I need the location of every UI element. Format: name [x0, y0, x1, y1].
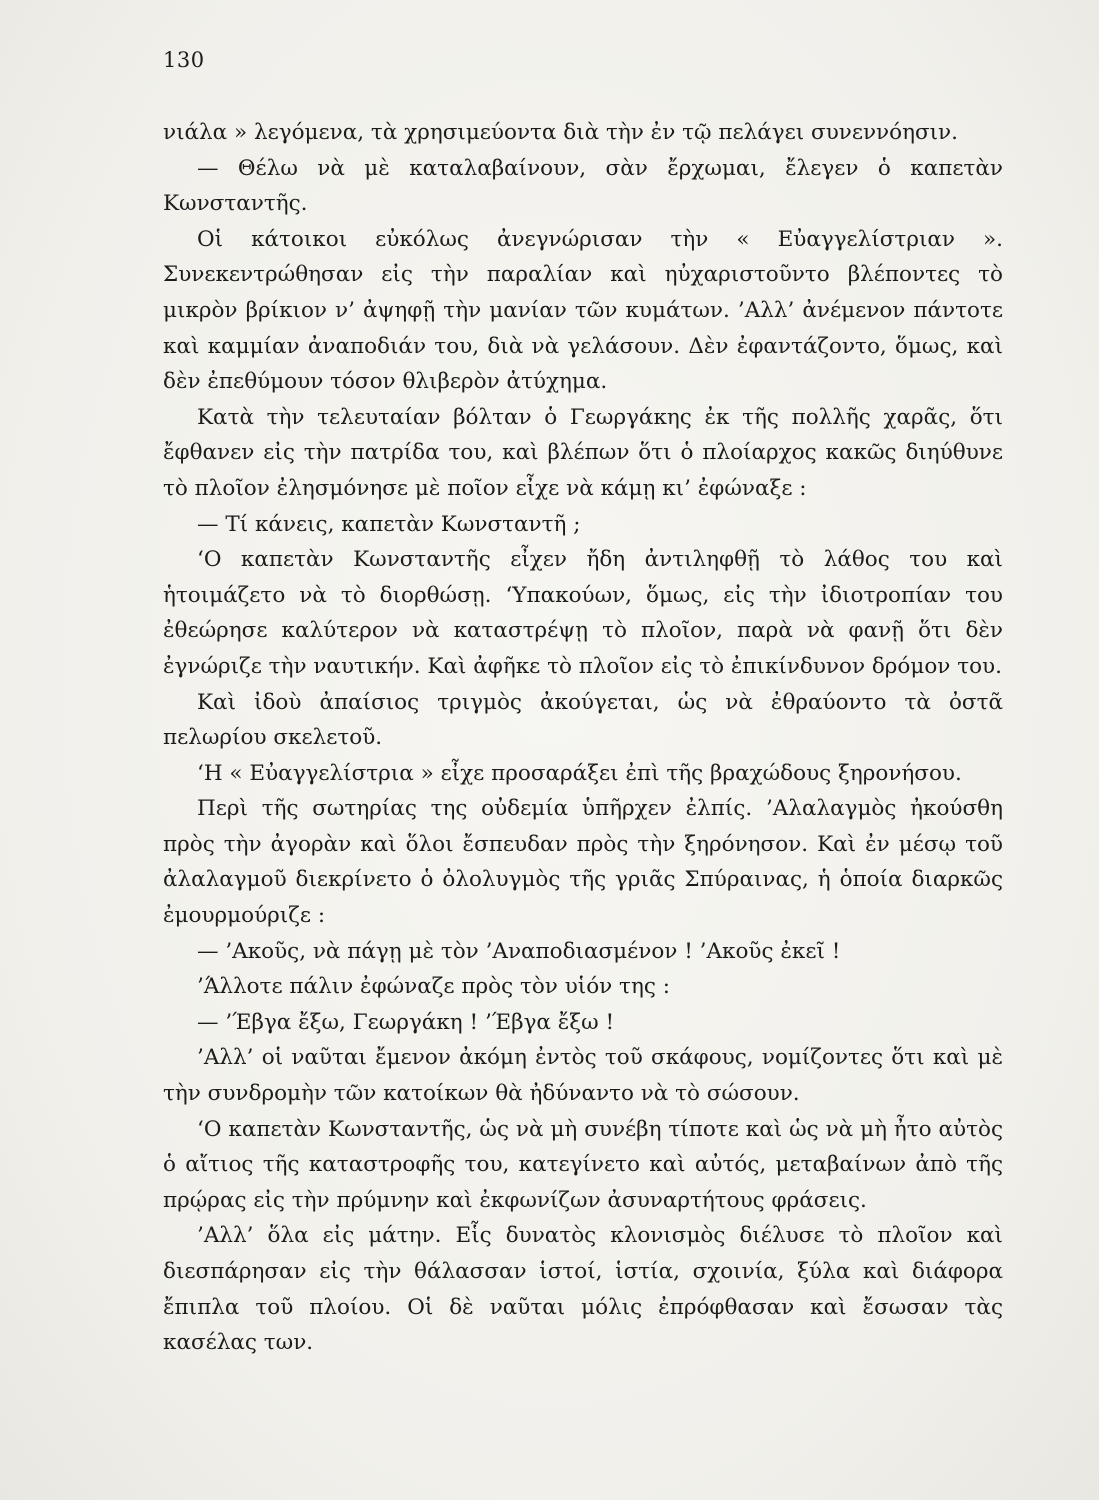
paragraph: ‘Ο καπετὰν Κωνσταντῆς εἶχεν ἤδη ἀντιληφθῇ τὸ λάθος του καὶ ἡτοιμάζετο νὰ τὸ διορθώσῃ. ‘Υπακούων, ὅμως, εἰς τὴν ἰδιοτροπίαν του ἐθεώρησε καλύτερον νὰ καταστρέψῃ τὸ πλοῖον, παρὰ νὰ φανῇ ὅτι δὲν ἐγνώριζε τὴν ναυτικήν. Καὶ ἀφῆκε τὸ πλοῖον εἰς τὸ ἐπικίνδυνον δρόμον του.: [163, 547, 1003, 679]
body-text: [163, 115, 1003, 1361]
paragraph: Περὶ τῆς σωτηρίας της οὐδεμία ὑπῆρχεν ἐλπίς. ’Αλαλαγμὸς ἠκούσθη πρὸς τὴν ἀγορὰν καὶ ὅλοι ἔσπευδαν πρὸς τὴν ξηρόνησον. Καὶ ἐν μέσῳ τοῦ ἀλαλαγμοῦ διεκρίνετο ὁ ὀλολυγμὸς τῆς γριᾶς Σπύραινας, ἡ ὁποία διαρκῶς ἐμουρμούριζε :: [163, 796, 1003, 929]
dialogue-paragraph: — ’Ακοῦς, νὰ πάγῃ μὲ τὸν ’Αναποδιασμένον ! ’Ακοῦς ἐκεῖ !: [197, 938, 841, 964]
paragraph: Κατὰ τὴν τελευταίαν βόλταν ὁ Γεωργάκης ἐκ τῆς πολλῆς χαρᾶς, ὅτι ἔφθανεν εἰς τὴν πατρίδα του, καὶ βλέπων ὅτι ὁ πλοίαρχος κακῶς διηύθυνε τὸ πλοῖον ἐλησμόνησε μὲ ποῖον εἶχε νὰ κάμῃ κι’ ἐφώναξε :: [163, 404, 1003, 501]
paragraph: Οἱ κάτοικοι εὐκόλως ἀνεγνώρισαν τὴν « Εὐαγγελίστριαν ». Συνεκεντρώθησαν εἰς τὴν παραλίαν καὶ ηὐχαριστοῦντο βλέποντες τὸ μικρὸν βρίκιον ν’ ἀψηφῇ τὴν μανίαν τῶν κυμάτων. ’Αλλ’ ἀνέμενον πάντοτε καὶ καμμίαν ἀναποδιάν του, διὰ νὰ γελάσουν. Δὲν ἐφαντάζοντο, ὅμως, καὶ δὲν ἐπεθύμουν τόσον θλιβερὸν ἀτύχημα.: [163, 226, 1003, 395]
page-number: 130: [163, 48, 205, 72]
dialogue-paragraph: — ’Έβγα ἔξω, Γεωργάκη ! ’Έβγα ἔξω !: [197, 1009, 615, 1035]
paragraph: ‘Η « Εὐαγγελίστρια » εἶχε προσαράξει ἐπὶ τῆς βραχώδους ξηρονήσου.: [197, 760, 962, 786]
paragraph: ‘Ο καπετὰν Κωνσταντῆς, ὡς νὰ μὴ συνέβη τίποτε καὶ ὡς νὰ μὴ ἦτο αὐτὸς ὁ αἴτιος τῆς καταστροφῆς του, κατεγίνετο καὶ αὐτός, μεταβαίνων ἀπὸ τῆς πρῴρας εἰς τὴν πρύμνην καὶ ἐκφωνίζων ἀσυναρτήτους φράσεις.: [163, 1116, 1003, 1213]
paragraph: Καὶ ἰδοὺ ἀπαίσιος τριγμὸς ἀκούγεται, ὡς νὰ ἐθραύοντο τὰ ὀστᾶ πελωρίου σκελετοῦ.: [163, 689, 1003, 751]
paragraph: ’Αλλ’ ὅλα εἰς μάτην. Εἷς δυνατὸς κλονισμὸς διέλυσε τὸ πλοῖον καὶ διεσπάρησαν εἰς τὴν θάλασσαν ἱστοί, ἱστία, σχοινία, ξύλα καὶ διάφορα ἔπιπλα τοῦ πλοίου. Οἱ δὲ ναῦται μόλις ἐπρόφθασαν καὶ ἔσωσαν τὰς κασέλας των.: [163, 1223, 1003, 1356]
paragraph: ’Άλλοτε πάλιν ἐφώναζε πρὸς τὸν υἱόν της :: [197, 974, 670, 1000]
paragraph: νιάλα » λεγόμενα, τὰ χρησιμεύοντα διὰ τὴν ἐν τῷ πελάγει συνεννόησιν.: [163, 120, 958, 145]
dialogue-paragraph: — Θέλω νὰ μὲ καταλαβαίνουν, σὰν ἔρχωμαι, ἔλεγεν ὁ καπετὰν Κωνσταντῆς.: [163, 155, 1003, 217]
dialogue-paragraph: — Τί κάνεις, καπετὰν Κωνσταντῆ ;: [197, 511, 581, 537]
paragraph: ’Αλλ’ οἱ ναῦται ἔμενον ἀκόμη ἐντὸς τοῦ σκάφους, νομίζοντες ὅτι καὶ μὲ τὴν συνδρομὴν τῶν κατοίκων θὰ ἠδύναντο νὰ τὸ σώσουν.: [163, 1045, 1003, 1107]
